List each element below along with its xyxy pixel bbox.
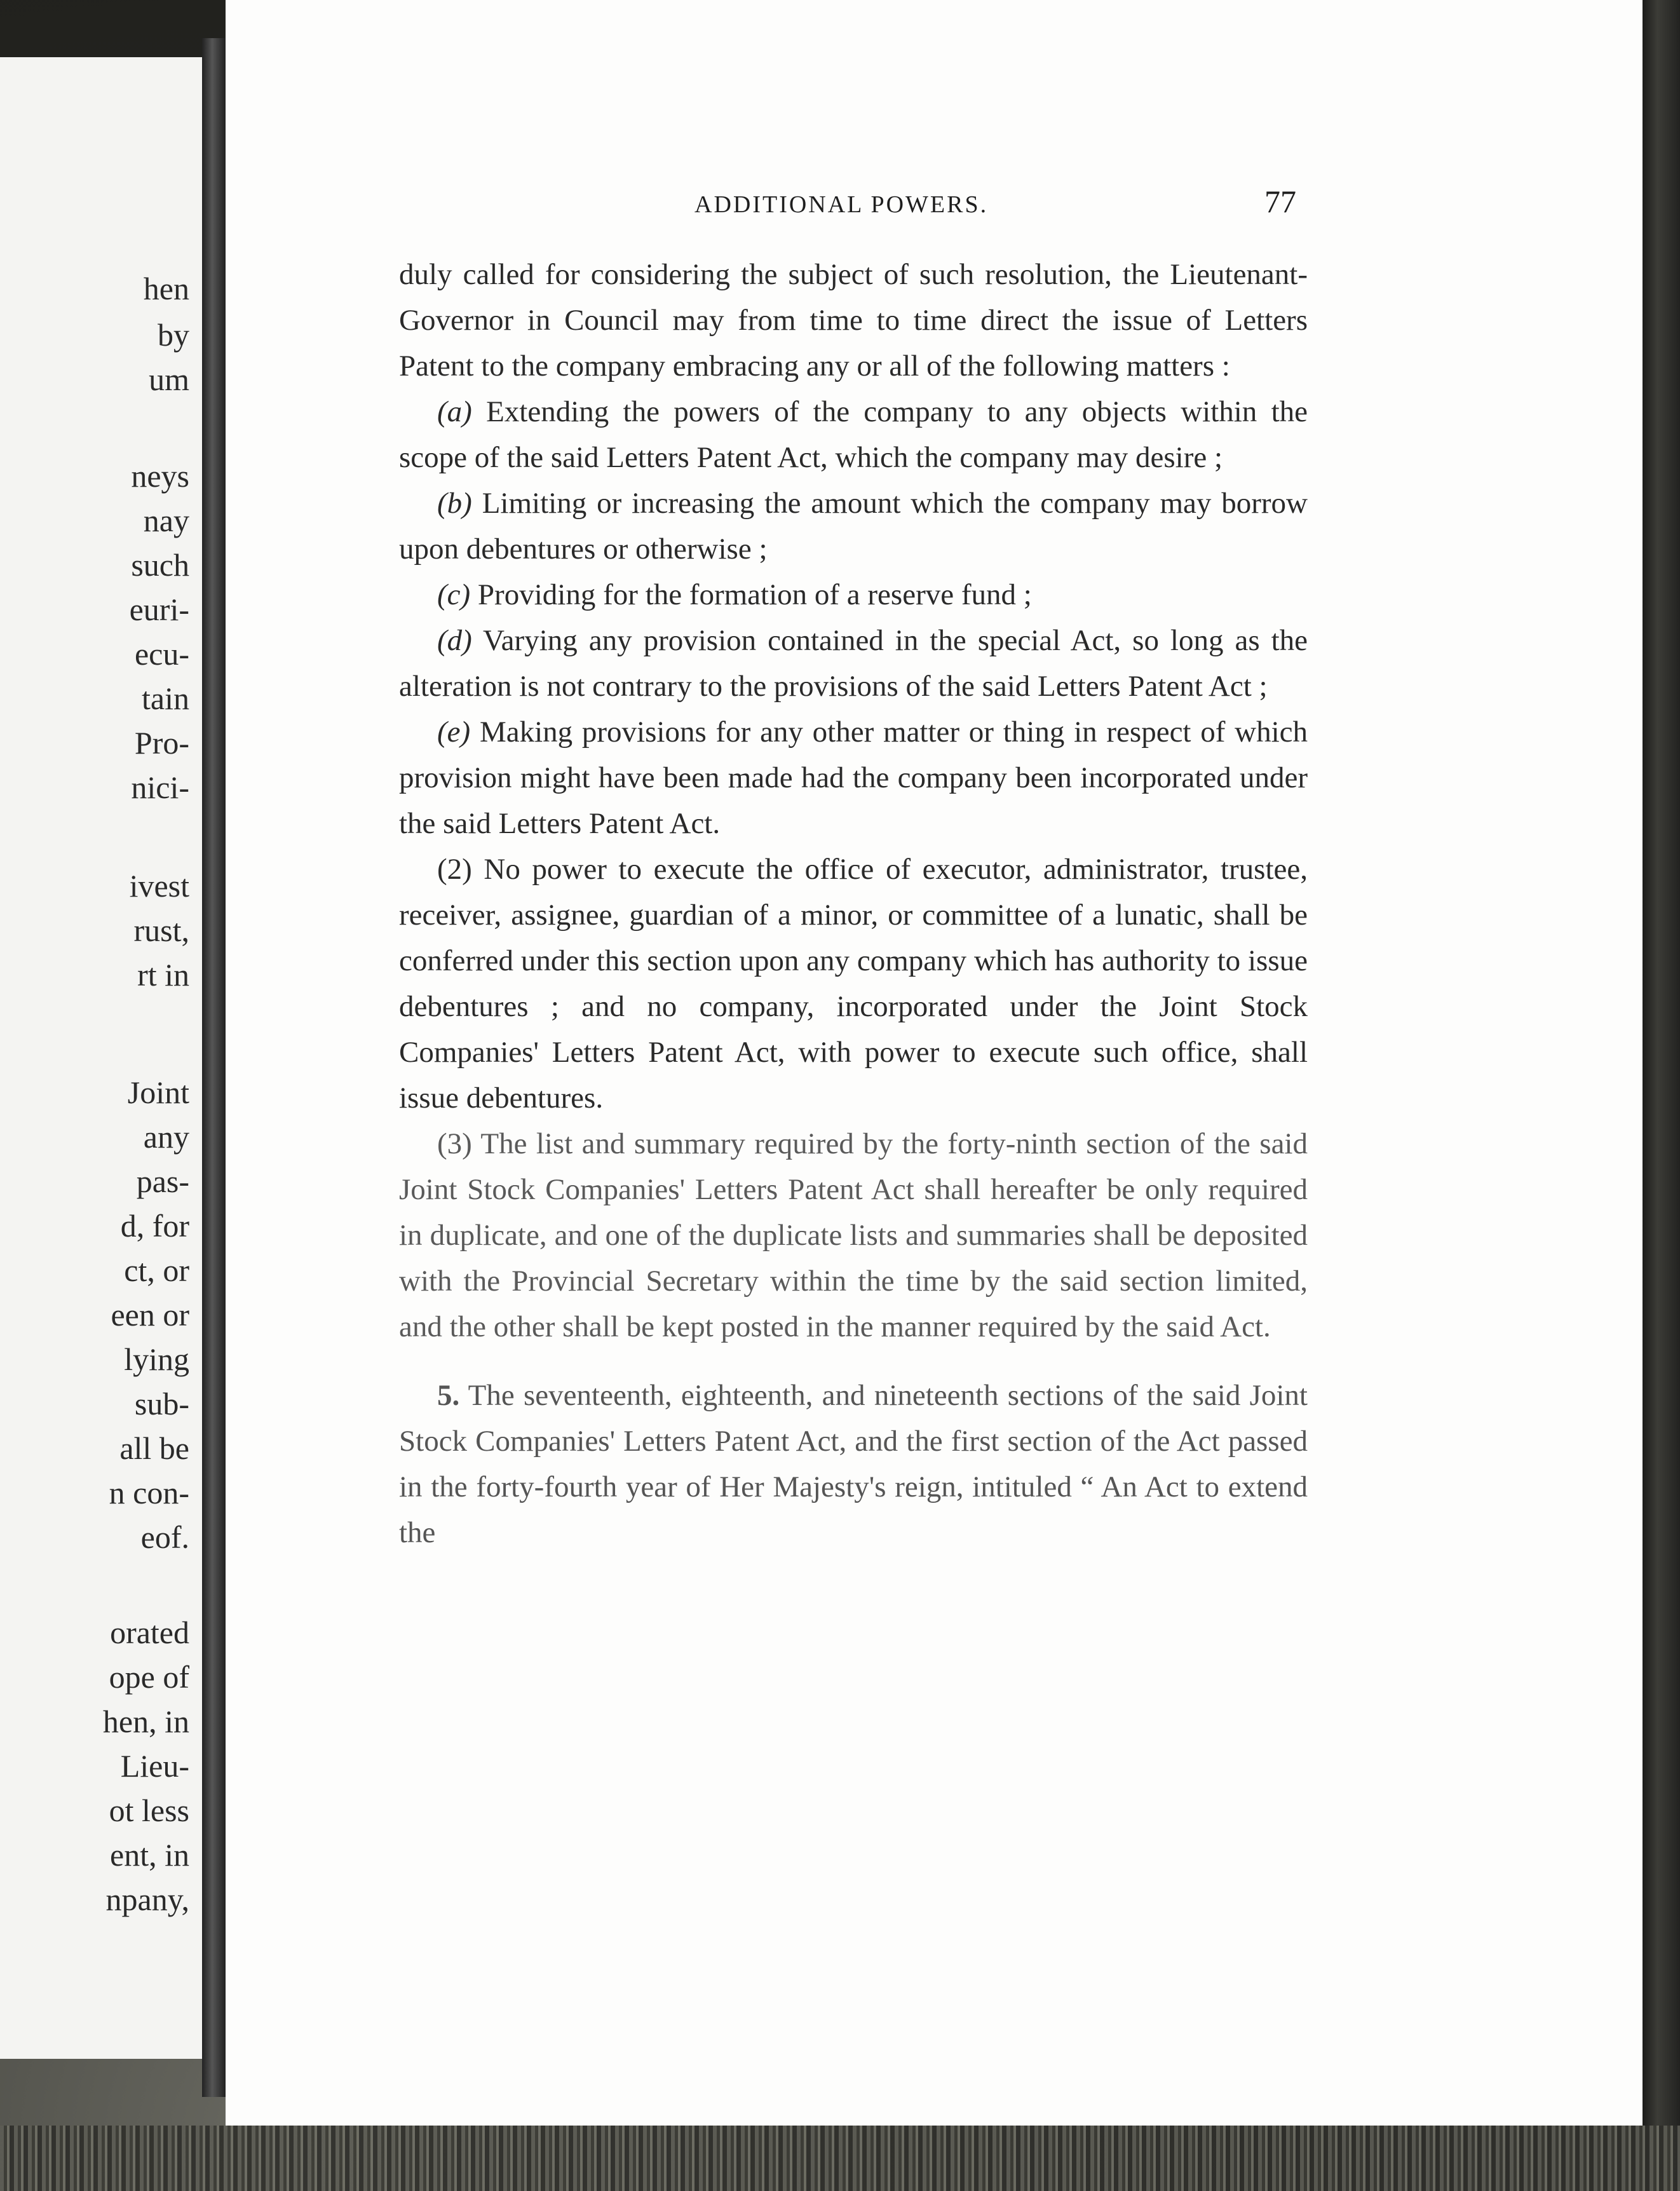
- left-fragment: um: [149, 362, 189, 397]
- left-fragment: Joint: [127, 1075, 189, 1110]
- body-text: [399, 252, 1308, 1556]
- section-text: The seventeenth, eighteenth, and nineteenth sections of the said Joint Stock Companies' Letters Patent Act, and the first section of the Act passed in the forty-fourth year of Her Majesty's reign, intituled “ An Act to extend the: [399, 1379, 1308, 1549]
- left-fragment: eof.: [140, 1519, 189, 1555]
- left-fragment: rust,: [133, 912, 189, 948]
- left-fragment: orated: [110, 1615, 189, 1650]
- book-gutter: [202, 38, 227, 2097]
- clause-text: Providing for the formation of a reserve fund ;: [477, 578, 1032, 611]
- left-fragment: neys: [131, 458, 189, 494]
- left-fragment: any: [143, 1119, 189, 1155]
- subsection-marker: (2): [437, 853, 472, 886]
- subsection-marker: (3): [437, 1127, 472, 1160]
- scanner-bottom-edge: [0, 2126, 1680, 2191]
- scanner-right-edge: [1643, 0, 1680, 2191]
- clause-text: Making provisions for any other matter or thing in respect of which provision might have been made had the company been incorporated under the said Letters Patent Act.: [399, 716, 1308, 840]
- left-fragment: nici-: [131, 770, 189, 805]
- left-facing-page: [0, 57, 202, 2059]
- left-fragment: lying: [124, 1341, 189, 1377]
- section-number: 5.: [437, 1379, 460, 1412]
- subsection-2: [399, 846, 1308, 1121]
- clause-d: [399, 618, 1308, 709]
- left-fragment: such: [131, 547, 189, 583]
- clause-marker: (c): [437, 578, 471, 611]
- left-fragment: ecu-: [134, 636, 189, 672]
- section-5: [399, 1373, 1308, 1556]
- subsection-text: The list and summary required by the forty-ninth section of the said Joint Stock Companies' Letters Patent Act shall hereafter be only required in duplicate, and one of the duplicate lists and summaries shall be deposited with the Provincial Secretary within the time by the said section limited, and the other shall be kept posted in the manner required by the said Act.: [399, 1127, 1308, 1343]
- left-fragment: pas-: [136, 1163, 189, 1199]
- clause-b: [399, 480, 1308, 572]
- page-number: 77: [1264, 184, 1296, 219]
- left-fragment: nay: [143, 503, 189, 538]
- running-head: ADDITIONAL POWERS.: [694, 191, 989, 218]
- left-fragment: hen, in: [102, 1704, 189, 1739]
- clause-marker: (e): [437, 716, 471, 749]
- left-fragment: Lieu-: [120, 1748, 189, 1784]
- clause-text: Limiting or increasing the amount which the company may borrow upon debentures or otherwise ;: [399, 487, 1308, 566]
- left-fragment: d, for: [120, 1208, 189, 1244]
- left-fragment: hen: [143, 271, 189, 306]
- left-fragment: ot less: [109, 1793, 189, 1828]
- left-fragment: ivest: [129, 868, 189, 904]
- left-fragment: by: [158, 317, 189, 353]
- clause-marker: (d): [437, 624, 472, 657]
- left-fragment: Pro-: [134, 725, 189, 761]
- left-fragment: een or: [111, 1297, 189, 1333]
- clause-marker: (a): [437, 395, 472, 428]
- clause-marker: (b): [437, 487, 472, 520]
- clause-c: [399, 572, 1308, 618]
- left-fragment: euri-: [129, 592, 189, 627]
- left-fragment: rt in: [137, 957, 189, 993]
- clause-text: Varying any provision contained in the special Act, so long as the alteration is not contrary to the provisions of the said Letters Patent Act ;: [399, 624, 1308, 703]
- left-fragment: ope of: [109, 1659, 189, 1695]
- left-fragment: all be: [119, 1430, 189, 1466]
- left-fragment: npany,: [105, 1882, 189, 1917]
- left-fragment: tain: [142, 681, 189, 716]
- left-fragment: ent, in: [110, 1837, 189, 1873]
- subsection-3: [399, 1121, 1308, 1350]
- paragraph-intro: [399, 252, 1308, 389]
- left-fragment: sub-: [134, 1386, 189, 1421]
- clause-text: Extending the powers of the company to any objects within the scope of the said Letters Patent Act, which the company may desire ;: [399, 395, 1308, 474]
- paragraph-text: duly called for considering the subject of such resolution, the Lieutenant-Governor in Council may from time to time direct the issue of Letters Patent to the company embracing any or all of the following matters :: [399, 258, 1308, 383]
- clause-a: [399, 389, 1308, 480]
- left-fragment: n con-: [109, 1475, 189, 1510]
- clause-e: [399, 709, 1308, 846]
- subsection-text: No power to execute the office of executor, administrator, trustee, receiver, assignee, guardian of a minor, or committee of a lunatic, shall be conferred under this section upon any company which has authority to issue debentures ; and no company, incorporated under the Joint Stock Companies' Letters Patent Act, with power to execute such office, shall issue debentures.: [399, 853, 1308, 1115]
- left-fragment: ct, or: [124, 1252, 189, 1288]
